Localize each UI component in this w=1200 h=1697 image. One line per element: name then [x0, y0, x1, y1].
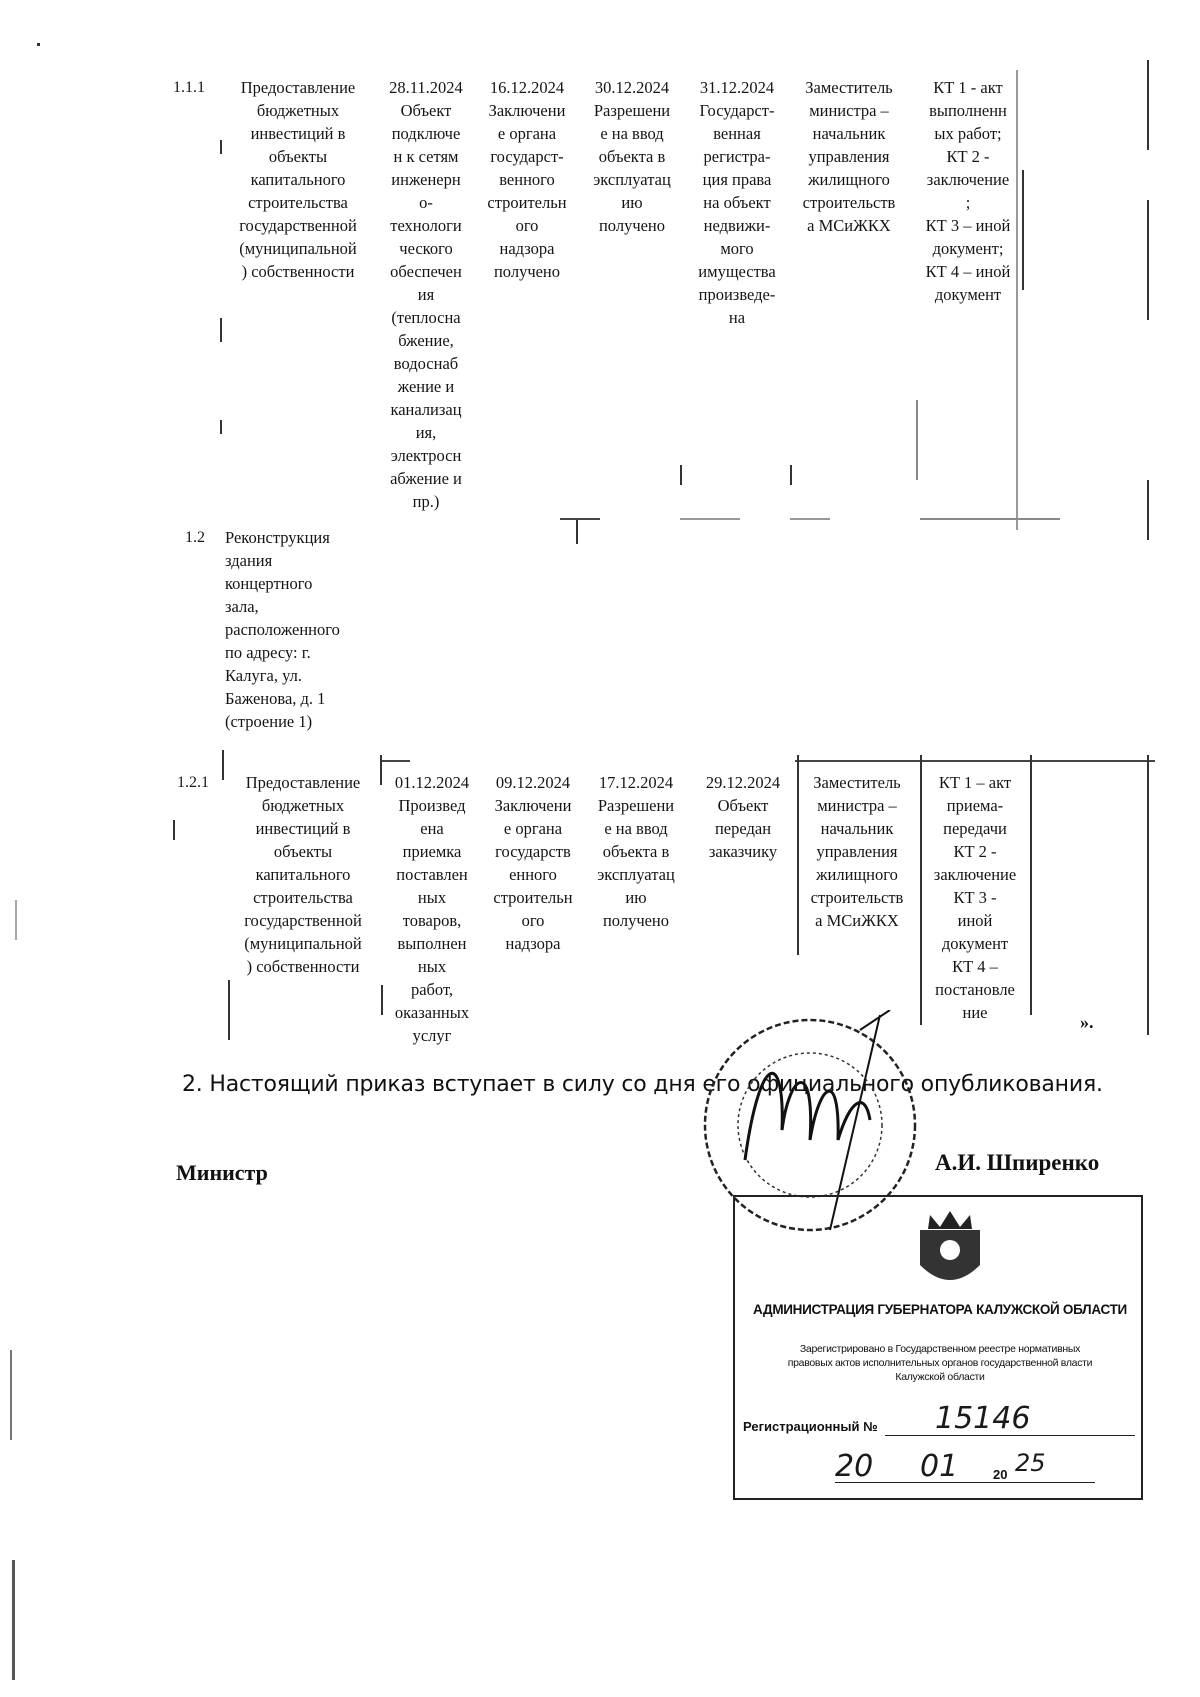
row-number: 1.2.1: [177, 774, 209, 791]
registration-stamp: [733, 1195, 1143, 1500]
registration-number-label: Регистрационный №: [743, 1419, 878, 1434]
scan-speck: [15, 900, 17, 940]
effective-date-paragraph: 2. Настоящий приказ вступает в силу со дня его официального опубликования.: [182, 1072, 1103, 1097]
control-point-3: 30.12.2024 Разрешени е на ввод объекта в эксплуатац ию получено: [593, 78, 671, 235]
table-rule: [1147, 200, 1149, 320]
table-rule: [680, 518, 740, 520]
date-underline: [835, 1482, 1095, 1483]
signer-title: Министр: [176, 1160, 268, 1185]
activity-name: Предоставление бюджетных инвестиций в объекты капитального строительства государственной (муниципальной ) собственности: [244, 773, 362, 976]
table-rule: [576, 520, 578, 544]
control-point-1: 01.12.2024 Произвед ена приемка поставлен ных товаров, выполнен ных работ, оказанных услуг: [394, 773, 470, 1045]
table-rule: [1022, 170, 1024, 290]
table-rule: [560, 518, 600, 520]
control-point-2: 09.12.2024 Заключени е органа государств енного строительн ого надзора: [493, 773, 573, 953]
confirming-documents: КТ 1 – акт приема- передачи КТ 2 - заключение КТ 3 - иной документ КТ 4 – постановле ние: [933, 773, 1017, 1022]
table-rule: [380, 755, 382, 785]
activity-name: Предоставление бюджетных инвестиций в объекты капитального строительства государственной (муниципальной ) собственности: [239, 78, 357, 281]
control-point-2: 16.12.2024 Заключени е органа государст- венного строительн ого надзора получено: [487, 78, 567, 281]
stamp-text: Зарегистрировано в Государственном реестре нормативных правовых актов исполнительных органов государственной власти Калужской области: [787, 1343, 1093, 1383]
table-rule: [916, 400, 918, 480]
date-year-prefix: 20: [993, 1467, 1008, 1482]
responsible-person: Заместитель министра – начальник управления жилищного строительств а МСиЖКХ: [802, 78, 896, 235]
table-rule: [790, 465, 792, 485]
table-rule: [795, 760, 1155, 762]
date-day: 20: [835, 1449, 874, 1484]
table-rule: [1147, 480, 1149, 540]
table-rule: [1016, 70, 1018, 530]
date-month: 01: [920, 1449, 959, 1484]
table-rule: [680, 465, 682, 485]
registration-number: 15146: [935, 1401, 1031, 1436]
table-rule: [1030, 755, 1032, 1015]
table-rule: [228, 980, 230, 1040]
responsible-person: Заместитель министра – начальник управления жилищного строительств а МСиЖКХ: [810, 773, 904, 930]
control-point-4: 31.12.2024 Государст- венная регистра- ция права на объект недвижи- мого имущества произведе- на: [698, 78, 776, 327]
closing-quote: ».: [1080, 1012, 1094, 1032]
table-rule: [220, 420, 222, 434]
table-rule: [220, 318, 222, 342]
table-rule: [1147, 755, 1149, 1035]
coat-of-arms-icon: [910, 1205, 990, 1295]
table-rule: [920, 518, 1060, 520]
scan-speck: [10, 1350, 12, 1440]
signer-name: А.И. Шпиренко: [935, 1150, 1100, 1175]
table-rule: [220, 140, 222, 154]
table-rule: [380, 760, 410, 762]
control-point-3: 17.12.2024 Разрешени е на ввод объекта в эксплуатац ию получено: [597, 773, 675, 930]
activity-name: Реконструкция здания концертного зала, расположенного по адресу: г. Калуга, ул. Баженова, д. 1 (строение 1): [225, 528, 340, 731]
control-point-1: 28.11.2024 Объект подключе н к сетям инженерн о- технологи ческого обеспечен ия (теплосна бжение, водоснаб жение и канализац ия, электросн абжение и пр.): [389, 78, 463, 511]
confirming-documents: КТ 1 - акт выполненн ых работ; КТ 2 - заключение ; КТ 3 – иной документ; КТ 4 – иной документ: [925, 78, 1011, 304]
table-rule: [920, 755, 922, 1025]
table-rule: [797, 755, 799, 955]
table-rule: [381, 985, 383, 1015]
scan-speck: [37, 43, 40, 46]
table-rule: [173, 820, 175, 840]
stamp-title: АДМИНИСТРАЦИЯ ГУБЕРНАТОРА КАЛУЖСКОЙ ОБЛАСТИ: [753, 1302, 1127, 1317]
row-number: 1.2: [185, 529, 205, 546]
control-point-4: 29.12.2024 Объект передан заказчику: [705, 773, 781, 861]
table-rule: [222, 750, 224, 780]
row-number: 1.1.1: [173, 79, 205, 96]
table-rule: [790, 518, 830, 520]
date-year-suffix: 25: [1015, 1449, 1046, 1477]
scan-speck: [12, 1560, 15, 1680]
table-rule: [1147, 60, 1149, 150]
